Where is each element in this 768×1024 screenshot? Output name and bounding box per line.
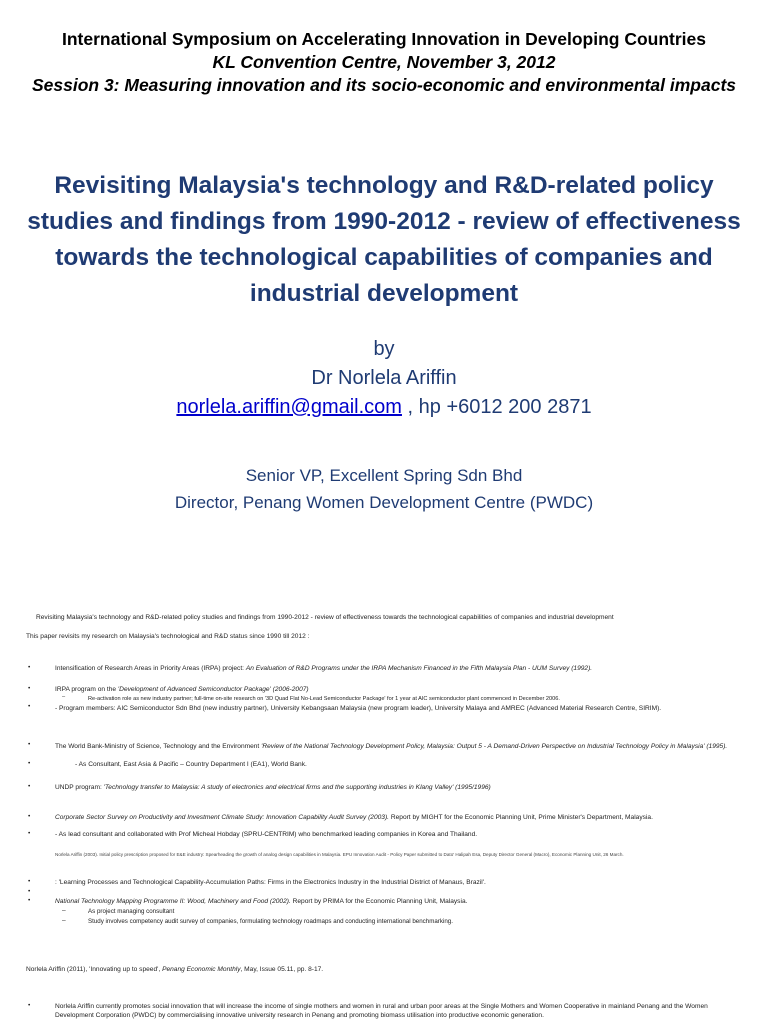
list-subitem-mapping-2: Study involves competency audit survey of companies, formulating technology roadmaps and conducting international benchmarking. [88,918,453,925]
email-link[interactable]: norlela.ariffin@gmail.com [176,396,402,418]
reference [26,966,746,975]
by-label: by [373,338,395,360]
bullet: • [28,703,31,710]
list-subitem-irpa2: Re-activation role as new industry partner; full-time on-site research on '3D Quad Flat No-Lead Semiconductor Package' for 1 year at AIC semiconductor plant commenced in December 2006. [88,696,560,702]
list-item-undp [55,784,745,793]
bullet: • [28,897,31,904]
item-text: IRPA program on the [55,686,118,693]
list-subitem-worldbank: - As Consultant, East Asia & Pacific – Country Department I (EA1), World Bank. [75,761,307,768]
list-item-irpa2 [55,686,745,695]
bullet: • [28,813,31,820]
reference-text: Norlela Ariffin (2011), 'Innovating up to speed', [26,966,163,973]
list-item-corporate-survey [55,814,745,823]
event-venue: KL Convention Centre, November 3, 2012 [212,52,556,72]
list-item-learning-processes: : 'Learning Processes and Technological Capability-Accumulation Paths: Firms in the Electronics Industry in the Industrial District of Manaus, Brazil'. [55,879,486,886]
list-subitem-corporate-survey: - As lead consultant and collaborated with Prof Micheal Hobday (SPRU-CENTRIM) who benchmarked leading companies in Korea and Thailand. [55,831,478,838]
bullet: • [28,685,31,692]
item-text-italic: National Technology Mapping Programme II: Wood, Machinery and Food (2002). [55,898,291,905]
item-text: UNDP program: [55,784,104,791]
affiliation-1: Senior VP, Excellent Spring Sdn Bhd [245,466,523,485]
event-title: International Symposium on Accelerating Innovation in Developing Countries [61,29,706,49]
intro-text: This paper revisits my research on Malaysia's technological and R&D status since 1990 till 2012 : [26,633,310,640]
item-text-italic: 'Development of Advanced Semiconductor Package' (2006-2007) [117,686,309,693]
header [0,28,768,97]
affiliations [0,462,768,516]
list-item-current-work: Norlela Ariffin currently promotes social innovation that will increase the income of single mothers and women in rural and urban poor areas at the Single Mothers and Women Cooperative in mainland Penang and the Women Development Corporation (PWDC) by commercialising innovative university research in Penang and promoting biomass utilisation into productive economic generation. [55,1003,708,1019]
bullet: • [28,830,31,837]
repeat-title: Revisiting Malaysia's technology and R&D-related policy studies and findings from 1990-2012 - review of effectiveness towards the technological capabilities of companies and industrial development [36,614,614,621]
dash: – [62,907,66,914]
footnote: Norlela Ariffin (2003). Initial policy prescription proposed for E&E industry: Spearheading the growth of analog design capabilities in Malaysia. EPU Innovation Audit - Policy Paper submitted to Dato' Halipah Esa, Deputy Director General (Macro), Economic Planning Unit, 26 March. [55,852,624,857]
item-text: Intensification of Research Areas in Priority Areas (IRPA) project: [55,665,246,672]
bullet: • [28,1002,31,1009]
author-name: Dr Norlela Ariffin [311,367,457,389]
bullet: • [28,760,31,767]
item-text: Report by MIGHT for the Economic Planning Unit, Prime Minister's Department, Malaysia. [389,814,653,821]
contact-line [0,393,768,422]
phone-number: , hp +6012 200 2871 [401,396,592,418]
item-text-italic: Corporate Sector Survey on Productivity and Investment Climate Study: Innovation Capability Audit Survey (2003). [55,814,390,821]
item-text-italic: 'Review of the National Technology Development Policy, Malaysia: Output 5 - A Demand-Driven Perspective on Industrial Technology Policy in Malaysia' (1995). [261,743,728,750]
byline [0,335,768,422]
dash: – [62,694,66,700]
item-text-italic: 'Technology transfer to Malaysia: A study of electronics and electrical firms and the supporting industries in Klang Valley' (1995/1996) [103,784,491,791]
paper-title: Revisiting Malaysia's technology and R&D-related policy studies and findings from 1990-2012 - review of effectiveness towards the technological capabilities of companies and industrial development [27,172,741,307]
item-text-italic: An Evaluation of R&D Programs under the IRPA Mechanism Financed in the Fifth Malaysia Plan - UUM Survey (1992). [245,665,593,672]
list-subitem-mapping-1: As project managing consultant [88,908,175,915]
item-text: The World Bank-Ministry of Science, Technology and the Environment [55,743,262,750]
bullet: • [28,783,31,790]
bullet: • [28,664,31,671]
list-item-worldbank [55,743,745,752]
bullet: • [28,741,31,748]
reference-journal: Penang Economic Monthly [162,966,241,973]
bullet: • [28,888,31,895]
list-item-irpa3: - Program members: AIC Semiconductor Sdn Bhd (new industry partner), University Kebangsaan Malaysia (new program leader), University Malaya and AMREC (Advanced Material Research Centre, SIRIM). [55,705,662,712]
list-item-technology-mapping [55,898,745,907]
session-title: Session 3: Measuring innovation and its socio-economic and environmental impacts [31,75,737,95]
dash: – [62,917,66,924]
bullet: • [28,878,31,885]
item-text: Report by PRIMA for the Economic Planning Unit, Malaysia. [290,898,468,905]
list-item-irpa1 [55,665,745,674]
affiliation-2: Director, Penang Women Development Centre (PWDC) [174,493,594,512]
reference-issue: , May, Issue 05.11, pp. 8-17. [240,966,324,973]
